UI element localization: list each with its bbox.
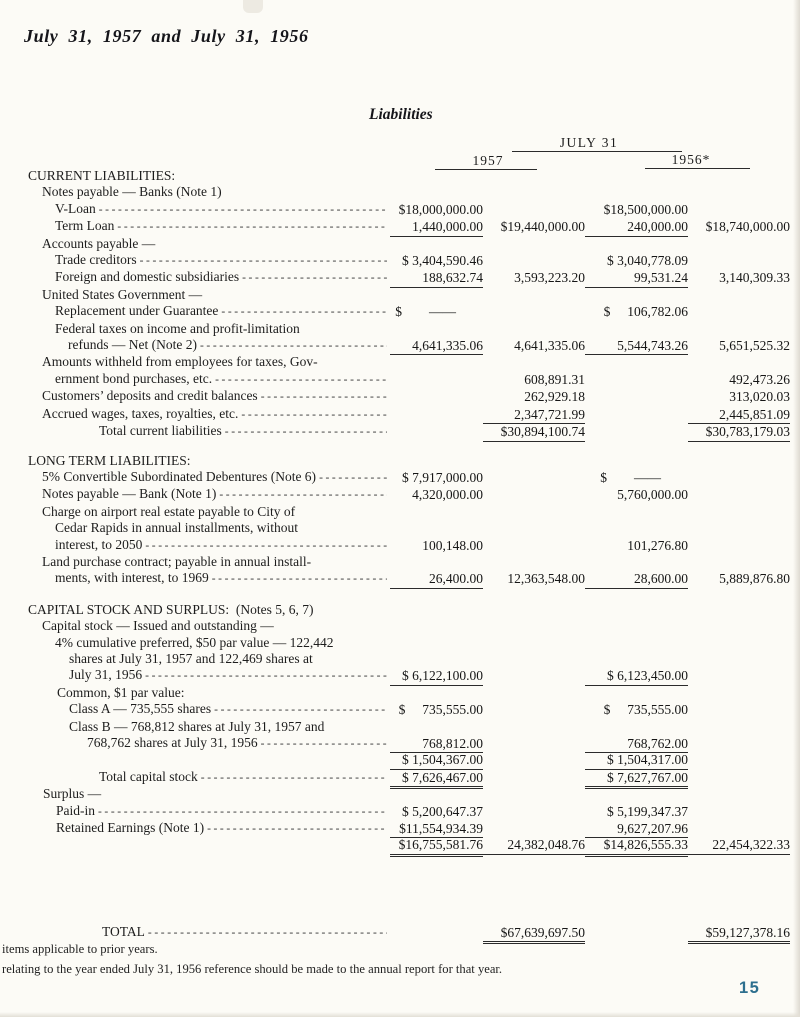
dash-leader [145, 537, 387, 554]
amount-cell [483, 486, 585, 487]
row-label [28, 769, 390, 787]
amount-cell [483, 469, 585, 470]
table-row [28, 423, 790, 440]
amount-cell [688, 486, 790, 487]
amount-cell: $ 5,199,347.37 [607, 803, 688, 819]
table-row [28, 486, 790, 503]
amount-cell [483, 184, 585, 185]
amount-cell: $18,000,000.00 [398, 201, 483, 217]
table-row [28, 406, 790, 423]
amount-cell: 3,593,223.20 [514, 270, 585, 286]
table-row [28, 803, 790, 820]
amount-cell [688, 685, 790, 686]
amount-cell [688, 803, 790, 804]
amount-cell [585, 388, 688, 389]
row-label [28, 423, 390, 441]
row-label [28, 406, 390, 424]
amount-cell: $59,127,378.16 [688, 925, 790, 944]
dash-leader [98, 803, 387, 820]
label-text: 5% Convertible Subordinated Debentures (Note 6) [42, 468, 317, 484]
label-text: shares at July 31, 1957 and 122,469 shares at [69, 650, 313, 666]
amount-cell: $ —— [600, 469, 688, 485]
amount-cell: 492,473.26 [729, 371, 790, 387]
row-label [28, 388, 390, 406]
label-text: ernment bond purchases, etc. [55, 370, 213, 386]
table-row [28, 453, 790, 469]
liabilities-table [28, 168, 790, 941]
amount-cell: $ 7,917,000.00 [402, 469, 483, 485]
amount-cell: 12,363,548.00 [507, 571, 585, 587]
table-row [28, 685, 790, 701]
row-label [28, 486, 390, 504]
amount-cell: 22,454,322.33 [688, 837, 790, 854]
amount-cell: $30,783,179.03 [688, 424, 790, 441]
amount-cell [483, 685, 585, 686]
row-label [28, 635, 390, 686]
amount-cell: $ 5,200,647.37 [402, 803, 483, 819]
table-row [28, 924, 790, 941]
amount-cell: 9,627,207.96 [585, 821, 688, 838]
amount-cell: $16,755,581.76 [390, 837, 483, 856]
amount-cell: $18,500,000.00 [603, 201, 688, 217]
label-text: Class B — 768,812 shares at July 31, 1957 and [69, 718, 325, 734]
amount-cell [688, 719, 790, 720]
amount-cell: $ 1,504,367.00 [390, 752, 483, 769]
label-text: July 31, 1956 [69, 667, 143, 683]
table-row [28, 837, 790, 853]
amount-cell: 4,641,335.06 [390, 338, 483, 355]
amount-cell [483, 201, 585, 202]
dash-leader [261, 388, 387, 405]
amount-cell [390, 406, 483, 407]
amount-cell [483, 803, 585, 804]
dash-leader [214, 701, 387, 718]
amount-cell: $ 3,040,778.09 [607, 253, 688, 269]
amount-cell [390, 941, 483, 942]
row-label [28, 820, 390, 838]
row-label [28, 469, 390, 487]
dash-leader [261, 735, 387, 752]
amount-cell [483, 820, 585, 821]
page-number: 15 [739, 979, 761, 997]
amount-cell: $ —— [395, 304, 483, 320]
table-row [28, 218, 790, 235]
dash-leader [219, 486, 387, 503]
footnote: items applicable to prior years. [2, 942, 158, 956]
amount-cell [585, 406, 688, 407]
label-text: Term Loan [55, 218, 115, 234]
table-row [28, 388, 790, 405]
label-text: Notes payable — Bank (Note 1) [42, 486, 217, 502]
label-text: Total capital stock [99, 768, 198, 784]
label-text: V-Loan [55, 200, 96, 216]
label-text: interest, to 2050 [55, 536, 143, 552]
amount-cell: 768,812.00 [390, 736, 483, 753]
amount-cell [688, 786, 790, 787]
amount-cell [483, 504, 585, 505]
amount-cell: 101,276.80 [627, 537, 688, 553]
amount-cell [688, 769, 790, 770]
amount-cell [483, 719, 585, 720]
label-text: TOTAL [102, 923, 145, 939]
dash-leader [148, 924, 387, 941]
amount-cell [688, 820, 790, 821]
amount-cell [688, 752, 790, 753]
amount-cell [688, 252, 790, 253]
label-text: Total current liabilities [99, 423, 222, 439]
table-row [28, 303, 790, 320]
amount-cell: 608,891.31 [524, 371, 585, 387]
amount-cell: 313,020.03 [729, 389, 790, 405]
row-label [28, 168, 390, 185]
row-label [28, 236, 390, 253]
amount-cell: 2,347,721.99 [483, 407, 585, 424]
label-text: Common, $1 par value: [57, 684, 185, 700]
amount-cell [390, 618, 483, 619]
amount-cell [688, 201, 790, 202]
amount-cell [483, 252, 585, 253]
row-label [28, 252, 390, 270]
page-title: July 31, 1957 and July 31, 1956 [24, 26, 309, 46]
dash-leader [207, 820, 387, 837]
amount-cell: $14,826,555.33 [585, 837, 688, 856]
dash-leader [242, 269, 387, 286]
row-label [28, 618, 390, 635]
table-row [28, 236, 790, 252]
dash-leader [241, 406, 387, 423]
amount-cell: $ 735,555.00 [398, 702, 483, 718]
label-text: Class A — 735,555 shares [69, 701, 212, 717]
dash-leader [221, 303, 387, 320]
label-text: Customers’ deposits and credit balances [42, 388, 258, 404]
amount-cell [483, 752, 585, 753]
table-row [28, 201, 790, 218]
amount-cell: 240,000.00 [585, 219, 688, 236]
table-row [28, 504, 790, 554]
label-text: refunds — Net (Note 2) [68, 337, 197, 353]
amount-cell: 768,762.00 [585, 736, 688, 753]
amount-cell [688, 469, 790, 470]
table-row [28, 469, 790, 486]
dash-leader [140, 252, 387, 269]
dash-leader [145, 667, 387, 684]
column-header-1957: 1957 [472, 153, 504, 168]
table-row [28, 602, 790, 618]
row-label [28, 786, 390, 803]
label-text: Retained Earnings (Note 1) [56, 820, 205, 836]
label-text: Replacement under Guarantee [55, 303, 219, 319]
amount-cell [688, 303, 790, 304]
amount-cell [585, 618, 688, 619]
amount-cell [390, 441, 483, 442]
label-text: 4% cumulative preferred, $50 par value — 122,442 [55, 634, 334, 650]
scan-edge-bottom [0, 1012, 800, 1017]
row-label [28, 453, 390, 470]
amount-cell: 99,531.24 [585, 270, 688, 287]
scan-smudge-artifact [243, 0, 263, 13]
amount-cell: 3,140,309.33 [719, 270, 790, 286]
table-row [28, 618, 790, 634]
column-group-header: JULY 31 [559, 135, 619, 150]
row-label [28, 854, 390, 855]
amount-cell [483, 635, 585, 636]
row-label [28, 554, 390, 589]
amount-cell [585, 423, 688, 424]
amount-cell: 4,320,000.00 [412, 487, 483, 503]
row-label [28, 354, 390, 389]
section-title: Liabilities [369, 106, 433, 123]
table-row [28, 252, 790, 269]
amount-cell [688, 701, 790, 702]
label-text: Trade creditors [55, 252, 137, 268]
amount-cell: 1,440,000.00 [390, 219, 483, 236]
table-row [28, 321, 790, 355]
row-label [28, 184, 390, 201]
row-label [28, 685, 390, 702]
dash-leader [225, 423, 387, 440]
amount-cell: $ 106,782.06 [603, 304, 688, 320]
amount-cell [688, 184, 790, 185]
amount-cell: 5,889,876.80 [719, 571, 790, 587]
table-row [28, 287, 790, 303]
amount-cell [483, 701, 585, 702]
dash-leader [212, 570, 387, 587]
row-label [28, 803, 390, 821]
amount-cell [483, 769, 585, 770]
footnote: relating to the year ended July 31, 1956 reference should be made to the annual report for that year. [2, 962, 503, 976]
row-label [28, 701, 390, 719]
dash-leader [215, 371, 387, 388]
amount-cell: 4,641,335.06 [514, 338, 585, 354]
amount-cell: $ 6,123,450.00 [585, 668, 688, 685]
label-text: Surplus — [43, 786, 102, 802]
table-row [28, 168, 790, 184]
table-row [28, 820, 790, 837]
amount-cell [390, 184, 483, 185]
dash-leader [99, 201, 387, 218]
amount-cell [483, 321, 585, 322]
dash-leader [200, 337, 387, 354]
amount-cell: $18,740,000.00 [705, 219, 790, 235]
amount-cell [483, 303, 585, 304]
amount-cell: 24,382,048.76 [483, 837, 585, 854]
amount-cell [585, 184, 688, 185]
amount-cell [585, 635, 688, 636]
amount-cell [688, 321, 790, 322]
amount-cell: $11,554,934.39 [390, 821, 483, 838]
label-text: Land purchase contract; payable in annual install- [42, 553, 312, 569]
table-row [28, 269, 790, 286]
amount-cell: $ 3,404,590.46 [402, 253, 483, 269]
row-label [28, 504, 390, 555]
amount-cell: 5,544,743.26 [585, 338, 688, 355]
amount-cell: $ 7,627,767.00 [585, 770, 688, 789]
dash-leader [201, 769, 387, 786]
table-row [28, 635, 790, 685]
column-header-1956: 1956* [671, 152, 711, 167]
label-text: United States Government — [42, 286, 203, 302]
amount-cell: 5,760,000.00 [617, 487, 688, 503]
amount-cell [483, 618, 585, 619]
label-text: Charge on airport real estate payable to City of [42, 503, 296, 519]
amount-cell: 100,148.00 [422, 537, 483, 553]
amount-cell [688, 504, 790, 505]
label-text: Capital stock — Issued and outstanding — [42, 618, 274, 634]
table-row [28, 719, 790, 753]
scan-edge-right [793, 0, 800, 1017]
label-text: Amounts withheld from employees for taxes, Gov- [42, 354, 318, 370]
label-text: LONG TERM LIABILITIES: [28, 452, 191, 468]
amount-cell: $ 6,122,100.00 [390, 668, 483, 685]
row-label [28, 924, 390, 942]
row-label [28, 287, 390, 304]
amount-cell [585, 441, 688, 442]
row-label [28, 602, 390, 619]
table-row [28, 752, 790, 768]
amount-cell [688, 635, 790, 636]
label-text: 768,762 shares at July 31, 1956 [87, 735, 258, 750]
label-text: CAPITAL STOCK AND SURPLUS: (Notes 5, 6, 7) [28, 601, 314, 617]
amount-cell [483, 554, 585, 555]
table-row [28, 769, 790, 786]
amount-cell [390, 635, 483, 636]
label-text: Paid-in [56, 802, 95, 818]
amount-cell [390, 423, 483, 424]
amount-cell [688, 618, 790, 619]
amount-cell [688, 554, 790, 555]
amount-cell: 28,600.00 [585, 571, 688, 588]
label-text: Accrued wages, taxes, royalties, etc. [42, 405, 239, 421]
amount-cell: 5,651,525.32 [719, 338, 790, 354]
label-text: ments, with interest, to 1969 [55, 570, 209, 586]
label-text: Notes payable — Banks (Note 1) [42, 184, 222, 200]
amount-cell: $67,639,697.50 [483, 925, 585, 944]
label-text: Accounts payable — [42, 235, 156, 251]
dash-leader [117, 218, 387, 235]
amount-cell: 2,445,851.09 [688, 407, 790, 424]
amount-cell: $30,894,100.74 [483, 424, 585, 441]
dash-leader [319, 469, 387, 486]
table-row [28, 184, 790, 200]
label-text: CURRENT LIABILITIES: [28, 168, 176, 183]
row-label [28, 269, 390, 287]
amount-cell: 26,400.00 [390, 571, 483, 588]
amount-cell: 188,632.74 [390, 270, 483, 287]
row-label [28, 321, 390, 356]
amount-cell: $ 1,504,317.00 [585, 752, 688, 769]
row-label [28, 719, 390, 754]
row-label [28, 201, 390, 219]
column-group-rule [512, 151, 682, 152]
table-row [28, 354, 790, 388]
row-label [28, 303, 390, 321]
amount-cell: $ 7,626,467.00 [390, 770, 483, 789]
amount-cell: $ 735,555.00 [603, 702, 688, 718]
label-text: Foreign and domestic subsidiaries [55, 269, 240, 285]
label-text: Cedar Rapids in annual installments, without [55, 520, 298, 536]
row-label [28, 218, 390, 236]
amount-cell [483, 786, 585, 787]
label-text: Federal taxes on income and profit-limitation [55, 320, 300, 336]
amount-cell [390, 388, 483, 389]
amount-cell: 262,929.18 [524, 389, 585, 405]
amount-cell [585, 941, 688, 942]
amount-cell: $19,440,000.00 [500, 219, 585, 235]
table-row [28, 701, 790, 718]
table-row [28, 554, 790, 588]
